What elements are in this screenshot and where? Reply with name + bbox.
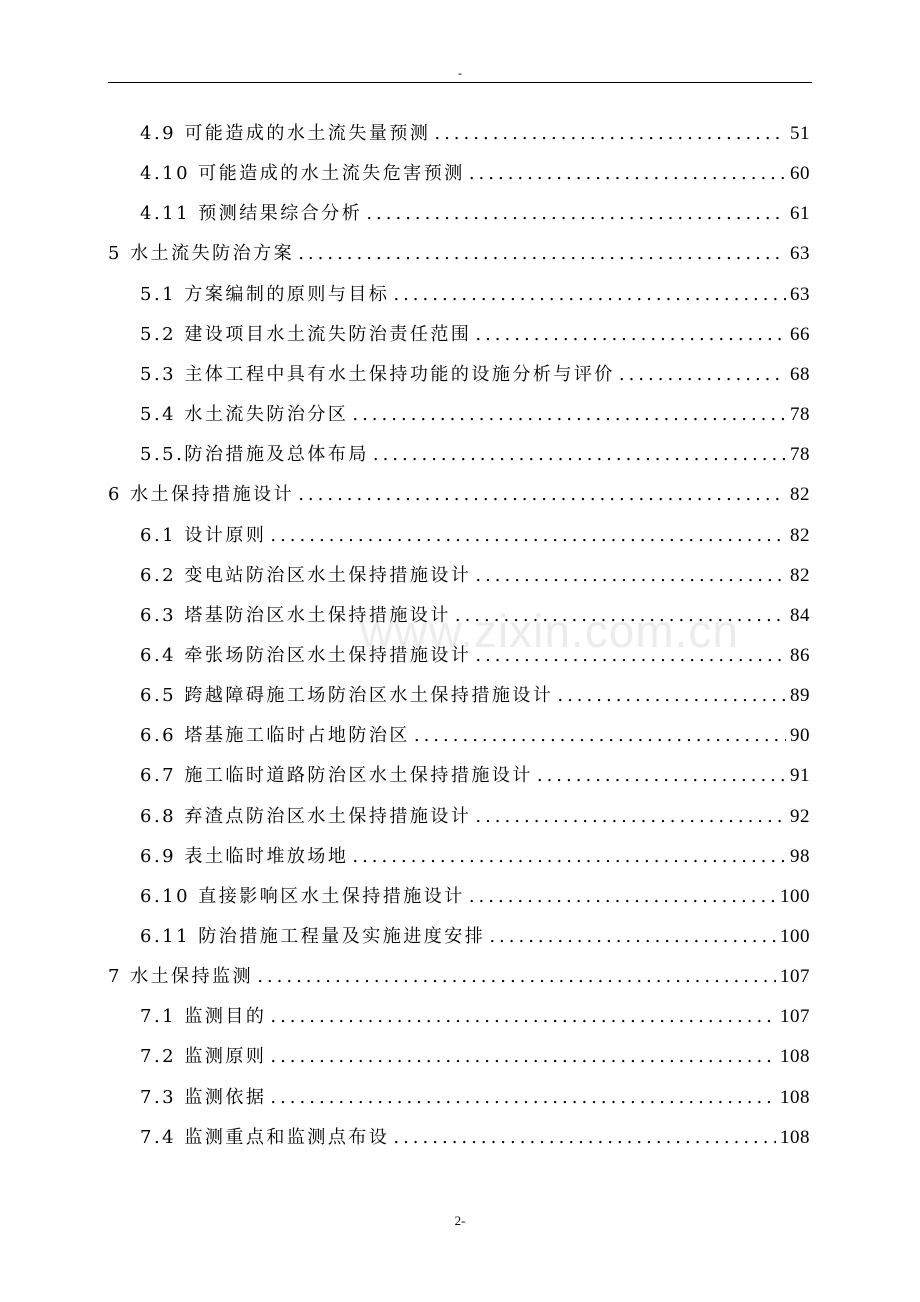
toc-entry-title: 5.5.防治措施及总体布局 bbox=[140, 444, 369, 466]
toc-leader-dots bbox=[489, 917, 776, 957]
toc-entry[interactable] bbox=[140, 315, 810, 355]
toc-entry[interactable] bbox=[140, 556, 810, 596]
toc-entry-page: 90 bbox=[790, 725, 810, 747]
toc-entry-page: 78 bbox=[790, 404, 810, 426]
toc-entry-page: 100 bbox=[780, 885, 810, 907]
toc-leader-dots bbox=[270, 997, 776, 1037]
toc-leader-dots bbox=[537, 756, 786, 796]
toc-entry[interactable] bbox=[140, 516, 810, 556]
toc-leader-dots bbox=[475, 797, 786, 837]
toc-entry[interactable] bbox=[140, 997, 810, 1037]
toc-entry[interactable] bbox=[140, 756, 810, 796]
toc-entry-title: 7 水土保持监测 bbox=[108, 966, 254, 988]
header-mark: - bbox=[458, 66, 462, 80]
watermark: www.zixin.com.cn bbox=[360, 605, 739, 657]
toc-entry-page: 108 bbox=[780, 1046, 810, 1068]
toc-entry[interactable] bbox=[140, 877, 810, 917]
toc-leader-dots bbox=[434, 114, 786, 154]
toc-entry[interactable] bbox=[140, 1037, 810, 1077]
toc-entry-page: 86 bbox=[790, 644, 810, 666]
toc-entry-page: 107 bbox=[780, 1006, 810, 1028]
toc-entry-page: 66 bbox=[790, 323, 810, 345]
toc-leader-dots bbox=[352, 395, 786, 435]
toc-leader-dots bbox=[455, 596, 786, 636]
toc-entry-title: 6.8 弃渣点防治区水土保持措施设计 bbox=[140, 805, 472, 827]
toc-leader-dots bbox=[270, 516, 786, 556]
toc-leader-dots bbox=[257, 957, 776, 997]
toc-entry[interactable] bbox=[140, 154, 810, 194]
toc-entry-title: 6.11 防治措施工程量及实施进度安排 bbox=[140, 926, 486, 947]
toc-entry-title: 6.6 塔基施工临时占地防治区 bbox=[140, 725, 410, 747]
toc-entry[interactable] bbox=[140, 194, 810, 234]
toc-entry-page: 78 bbox=[790, 444, 810, 466]
toc-leader-dots bbox=[366, 194, 786, 234]
toc-entry-page: 82 bbox=[790, 484, 810, 506]
toc-leader-dots bbox=[270, 1037, 776, 1077]
toc-entry[interactable] bbox=[108, 957, 810, 997]
toc-entry-page: 98 bbox=[790, 845, 810, 867]
toc-entry[interactable] bbox=[140, 1078, 810, 1118]
toc-leader-dots bbox=[298, 475, 786, 515]
toc-leader-dots bbox=[469, 154, 786, 194]
toc-entry[interactable] bbox=[140, 716, 810, 756]
toc-entry[interactable] bbox=[140, 355, 810, 395]
toc-entry-title: 5.3 主体工程中具有水土保持功能的设施分析与评价 bbox=[140, 363, 615, 385]
footer-page-number: 2- bbox=[454, 1213, 466, 1228]
toc-entry-page: 92 bbox=[790, 805, 810, 827]
toc-leader-dots bbox=[475, 556, 786, 596]
toc-entry-title: 4.11 预测结果综合分析 bbox=[140, 203, 363, 225]
toc-entry-page: 82 bbox=[790, 524, 810, 546]
toc-leader-dots bbox=[393, 275, 786, 315]
toc-leader-dots bbox=[373, 435, 786, 475]
toc-entry[interactable] bbox=[140, 917, 810, 957]
toc-entry-page: 82 bbox=[790, 564, 810, 586]
toc-entry[interactable] bbox=[140, 636, 810, 676]
toc-entry-title: 6.7 施工临时道路防治区水土保持措施设计 bbox=[140, 765, 533, 787]
toc-entry-title: 6.5 跨越障碍施工场防治区水土保持措施设计 bbox=[140, 685, 554, 707]
toc-entry[interactable] bbox=[108, 475, 810, 515]
toc-entry-title: 6.4 牵张场防治区水土保持措施设计 bbox=[140, 644, 472, 666]
toc-entry[interactable] bbox=[140, 435, 810, 475]
toc-entry-page: 89 bbox=[790, 685, 810, 707]
toc-entry-title: 7.2 监测原则 bbox=[140, 1046, 267, 1068]
toc-entry[interactable] bbox=[108, 234, 810, 274]
toc-entry[interactable] bbox=[140, 797, 810, 837]
toc-entry-title: 5.2 建设项目水土流失防治责任范围 bbox=[140, 323, 472, 345]
toc-leader-dots bbox=[557, 676, 786, 716]
toc-entry[interactable] bbox=[140, 114, 810, 154]
toc-entry-title: 7.1 监测目的 bbox=[140, 1006, 267, 1028]
toc-entry-title: 4.10 可能造成的水土流失危害预测 bbox=[140, 163, 465, 185]
toc-entry[interactable] bbox=[140, 395, 810, 435]
toc-entry-page: 63 bbox=[790, 283, 810, 305]
toc-entry-title: 4.9 可能造成的水土流失量预测 bbox=[140, 123, 431, 144]
toc-entry-title: 6.1 设计原则 bbox=[140, 524, 267, 546]
toc-leader-dots bbox=[298, 234, 786, 274]
toc-entry-page: 108 bbox=[780, 1126, 810, 1148]
toc-entry-title: 7.4 监测重点和监测点布设 bbox=[140, 1126, 390, 1148]
toc-leader-dots bbox=[393, 1118, 776, 1158]
toc-entry-page: 84 bbox=[790, 604, 810, 626]
toc-entry-page: 68 bbox=[790, 363, 810, 385]
toc-leader-dots bbox=[469, 877, 776, 917]
toc-leader-dots bbox=[475, 636, 786, 676]
toc-entry-title: 7.3 监测依据 bbox=[140, 1086, 267, 1108]
toc-entry-title: 5.4 水土流失防治分区 bbox=[140, 404, 349, 426]
toc-entry-page: 108 bbox=[780, 1086, 810, 1108]
toc-entry[interactable] bbox=[140, 837, 810, 877]
toc-entry[interactable] bbox=[140, 676, 810, 716]
toc-entry-page: 100 bbox=[780, 926, 810, 947]
toc-entry-page: 61 bbox=[790, 203, 810, 225]
toc-entry[interactable] bbox=[140, 1118, 810, 1158]
toc-entry-page: 63 bbox=[790, 243, 810, 265]
toc-entry-title: 5.1 方案编制的原则与目标 bbox=[140, 283, 390, 305]
toc-entry-title: 6.2 变电站防治区水土保持措施设计 bbox=[140, 564, 472, 586]
toc-leader-dots bbox=[414, 716, 786, 756]
toc-entry-title: 6 水土保持措施设计 bbox=[108, 484, 295, 506]
toc-entry-page: 91 bbox=[790, 765, 810, 787]
toc-entry-title: 6.10 直接影响区水土保持措施设计 bbox=[140, 885, 465, 907]
header-rule bbox=[108, 82, 812, 83]
toc-entry-page: 107 bbox=[780, 966, 810, 988]
toc-leader-dots bbox=[352, 837, 786, 877]
toc-entry-title: 6.3 塔基防治区水土保持措施设计 bbox=[140, 604, 451, 626]
toc-entry-title: 5 水土流失防治方案 bbox=[108, 243, 295, 265]
toc-leader-dots bbox=[270, 1078, 776, 1118]
toc-leader-dots bbox=[475, 315, 786, 355]
toc-entry-page: 60 bbox=[790, 163, 810, 185]
toc-entry-title: 6.9 表土临时堆放场地 bbox=[140, 845, 349, 867]
toc-entry[interactable] bbox=[140, 596, 810, 636]
toc-entry[interactable] bbox=[140, 275, 810, 315]
toc-entry-page: 51 bbox=[790, 123, 810, 144]
toc-leader-dots bbox=[619, 355, 786, 395]
